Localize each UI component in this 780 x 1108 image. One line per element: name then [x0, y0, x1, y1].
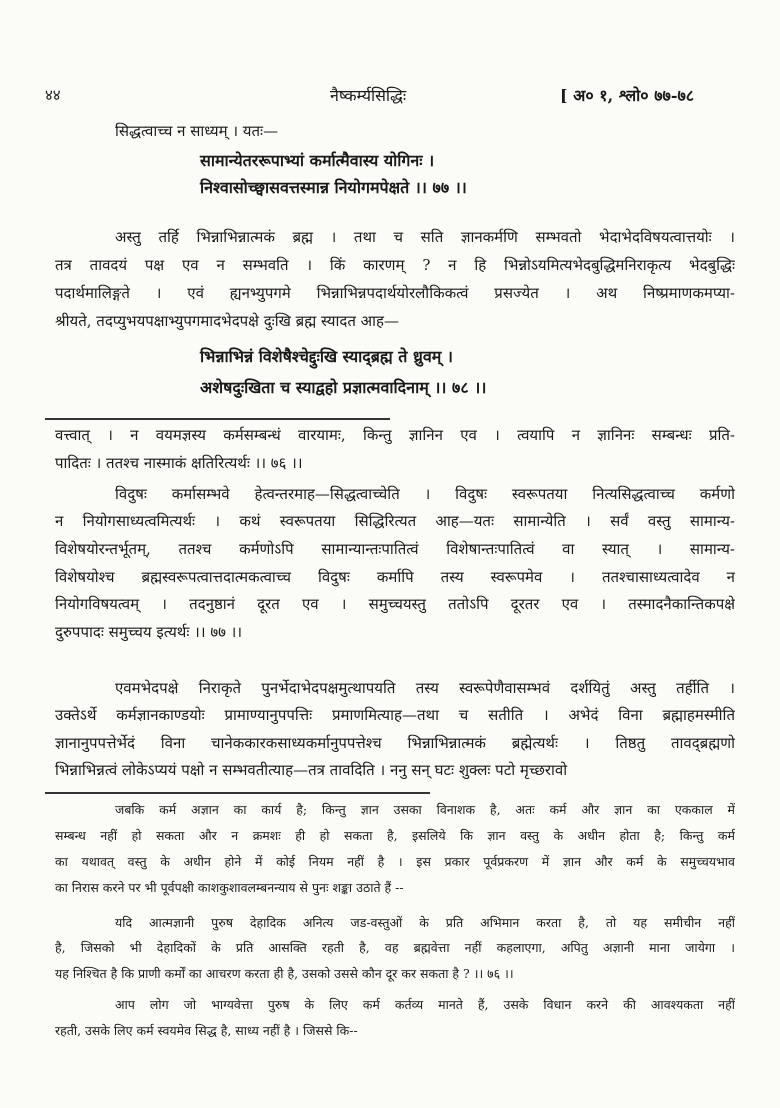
verse-78-line: भिन्नाभिन्नं विशेषैश्चेद्दुःखि स्याद्ब्रह्म ते ध्रुवम् । — [200, 347, 453, 366]
verse-77-line: निश्वासोच्छ्वासवत्तस्मान्न नियोगमपेक्षते ।। ७७ ।। — [200, 178, 467, 197]
commentary-line: विशेषयोरन्तर्भूतम्, ततश्च कर्मणोऽपि सामान्यान्तःपातित्वं विशेषान्तःपातित्वं वा स्यात् । सामान्य- — [55, 540, 735, 558]
page-number: ४४ — [45, 86, 61, 104]
commentary-line: दुरुपपादः समुच्चय इत्यर्थः ।। ७७ ।। — [55, 623, 243, 641]
commentary-line: न नियोगसाध्यत्वमित्यर्थः । कथं स्वरूपतया सिद्धिरित्यत आह—यतः सामान्येति । सर्वं वस्तु सामान्य- — [55, 512, 735, 530]
divider-rule — [45, 792, 430, 794]
commentary-line: विशेषयोश्च ब्रह्मस्वरूपत्वात्तदात्मकत्वाच्च विदुषः कर्मापि तस्य स्वरूपमेव । ततश्चासाध्यत्वादेव न — [55, 568, 735, 586]
translation-line: आप लोग जो भाग्यवेत्ता पुरुष के लिए कर्म कर्तव्य मानते हैं, उसके विधान करने की आवश्यकता नहीं — [115, 997, 735, 1012]
translation-line: रहती, उसके लिए कर्म स्वयमेव सिद्ध है, साध्य नहीं है । जिससे कि-- — [55, 1023, 358, 1038]
translation-line: यदि आत्मज्ञानी पुरुष देहादिक अनित्य जड-वस्तुओं के प्रति अभिमान करता है, तो यह समीचीन नहीं — [115, 915, 735, 930]
divider-rule — [45, 418, 390, 420]
commentary-line: विदुषः कर्मासम्भवे हेत्वन्तरमाह—सिद्धत्वाच्चेति । विदुषः स्वरूपतया नित्यसिद्धत्वाच्च कर्मणो — [115, 485, 735, 503]
running-title: नैष्कर्म्यसिद्धिः — [330, 86, 407, 105]
commentary-line: एवमभेदपक्षे निराकृते पुनर्भेदाभेदपक्षमुत्थापयति तस्य स्वरूपेणैवासम्भवं दर्शयितुं अस्तु तर्हीति । — [115, 679, 735, 697]
translation-line: जबकि कर्म अज्ञान का कार्य है; किन्तु ज्ञान उसका विनाशक है, अतः कर्म और ज्ञान का एककाल में — [115, 802, 735, 817]
mula-para-line: तत्र तावदयं पक्ष एव न सम्भवति । किं कारणम् ? न हि भिन्नोऽयमित्यभेदबुद्धिमनिराकृत्य भेदबुद्धिः — [55, 256, 735, 274]
commentary-line: नियोगविषयत्वम् । तदनुष्ठानं दूरत एव । समुच्चयस्तु ततोऽपि दूरतर एव । तस्मादनैकान्तिकपक्षे — [55, 595, 735, 613]
commentary-line: ज्ञानानुपपत्तेर्भेदं विना चानेककारकसाध्यकर्मानुपपत्तेश्च भिन्नाभिन्नात्मकं ब्रह्मेत्यर्थः । तिष्ठतु तावद्ब्रह्मणो — [55, 734, 735, 752]
commentary-line: भिन्नाभिन्नत्वं लोकेऽप्ययं पक्षो न सम्भवतीत्याह—तत्र तावदिति । ननु सन् घटः शुक्लः पटो मृच्छरावो — [55, 761, 568, 779]
verse-78-line: अशेषदुःखिता च स्याद्वहो प्रज्ञात्मवादिनाम् ।। ७८ ।। — [200, 378, 487, 397]
translation-line: का यथावत् वस्तु के अधीन होने में कोई नियम नहीं है । इस प्रकार पूर्वप्रकरण में ज्ञान और कर्म के समुच्चयभाव — [55, 854, 735, 869]
translation-line: सम्बन्ध नहीं हो सकता और न क्रमशः ही हो सकता है, इसलिये कि ज्ञान वस्तु के अधीन होता है; किन्तु कर्म — [55, 828, 735, 843]
verse-reference: [ अ० १, श्लो० ७७-७८ — [560, 86, 695, 105]
translation-line: यह निश्चित है कि प्राणी कर्मों का आचरण करता ही है, उसको उससे कौन दूर कर सकता है ? ।। ७६ ।। — [55, 966, 514, 981]
mula-para-line: श्रीयते, तदप्युभयपक्षाभ्युपगमादभेदपक्षे दुःखि ब्रह्म स्यादत आह— — [55, 312, 399, 330]
mula-para-line: अस्तु तर्हि भिन्नाभिन्नात्मकं ब्रह्म । तथा च सति ज्ञानकर्मणि सम्भवतो भेदाभेदविषयत्वात्तयोः । — [115, 228, 735, 246]
mula-para-line: पदार्थमालिङ्गते । एवं ह्यनभ्युपगमे भिन्नाभिन्नपदार्थयोरलौकिकत्वं प्रसज्येत । अथ निष्प्रमाणकमप्या- — [55, 284, 735, 302]
commentary-line: उक्तेऽर्थे कर्मज्ञानकाण्डयोः प्रामाण्यानुपपत्तिः प्रमाणमित्याह—तथा च सतीति । अभेदं विना ब्रह्माहमस्मीति — [55, 706, 735, 724]
commentary-line: पादितः । ततश्च नास्माकं क्षतिरित्यर्थः ।। ७६ ।। — [55, 454, 303, 472]
translation-line: है, जिसको भी देहादिकों के प्रति आसक्ति रहती है, वह ब्रह्मवेत्ता नहीं कहलाएगा, अपितु अज्ञानी माना जायेगा । — [55, 940, 735, 955]
verse-77-line: सामान्येतररूपाभ्यां कर्मात्मैवास्य योगिनः । — [200, 151, 435, 170]
commentary-line: वत्त्वात् । न वयमज्ञस्य कर्मसम्बन्धं वारयामः, किन्तु ज्ञानिन एव । त्वयापि न ज्ञानिनः सम्बन्धः प्रति- — [55, 426, 735, 444]
intro-line: सिद्धत्वाच्च न साध्यम् । यतः— — [115, 122, 279, 140]
translation-line: का निरास करने पर भी पूर्वपक्षी काशकुशावलम्बनन्याय से पुनः शङ्का उठाते हैं -- — [55, 880, 404, 895]
